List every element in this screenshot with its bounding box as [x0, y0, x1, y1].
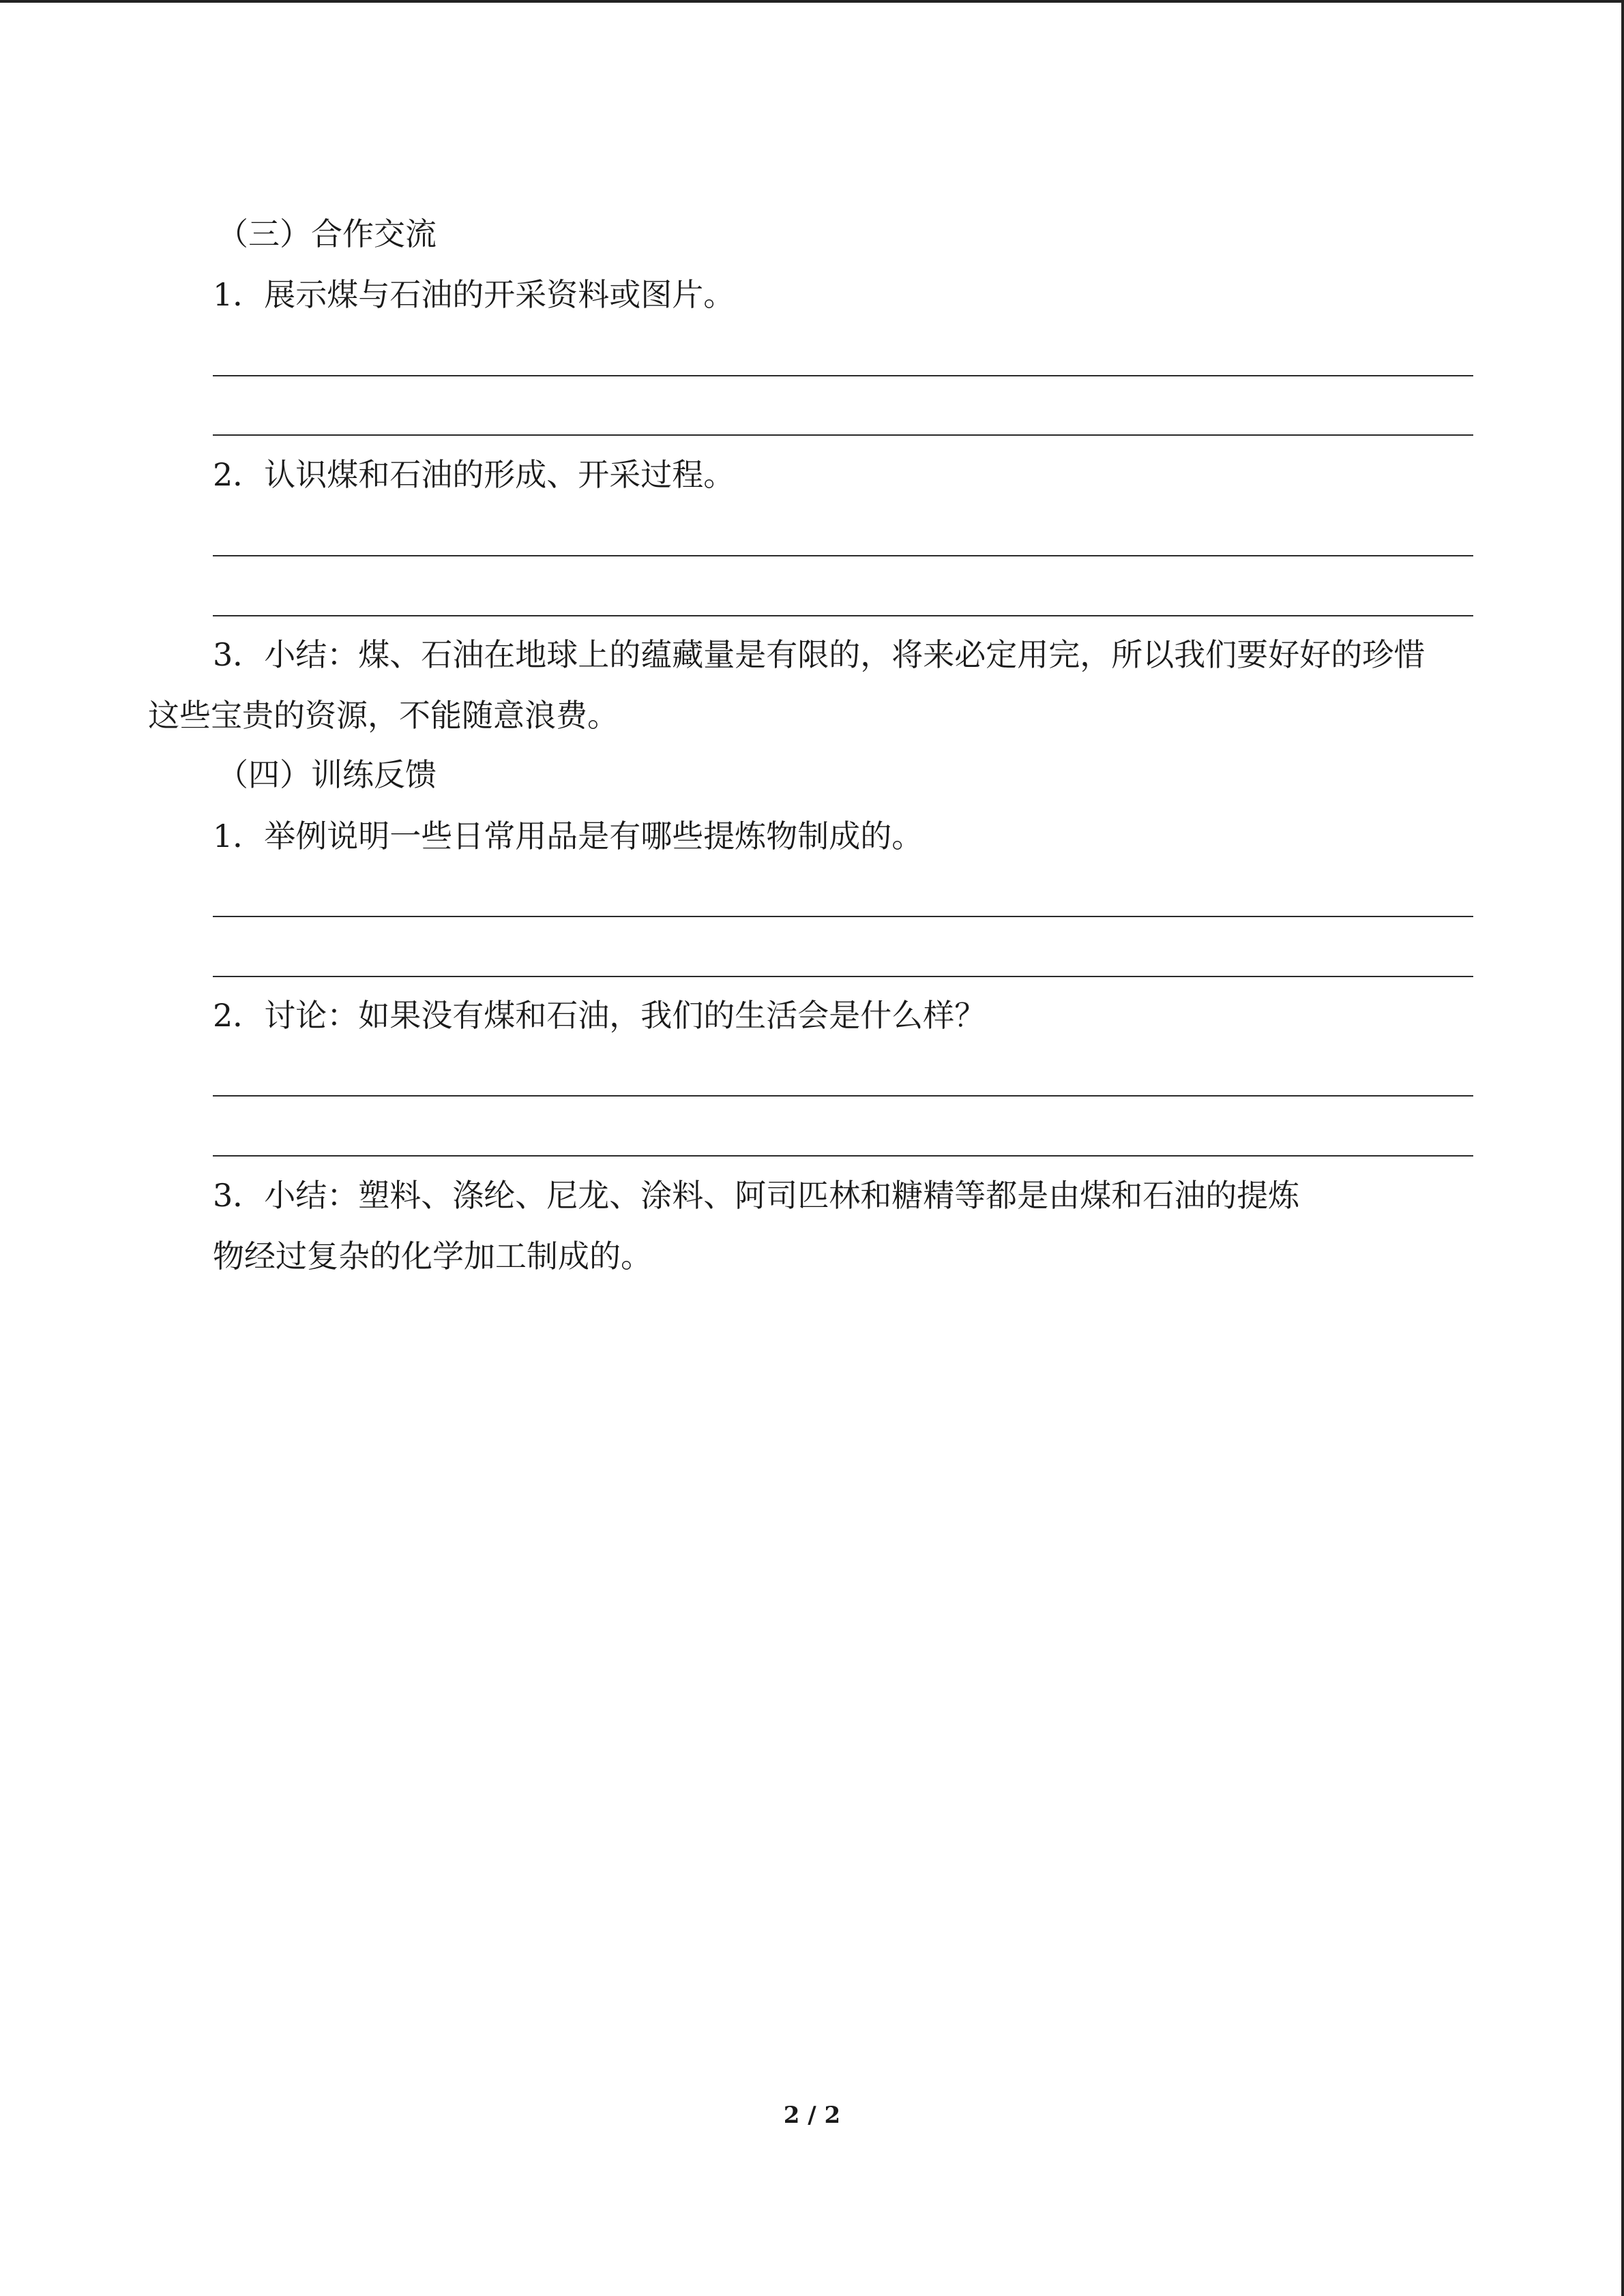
section3-item3-line2: 这些宝贵的资源，不能随意浪费。: [148, 697, 619, 734]
page-border-right: [1621, 0, 1624, 2296]
section4-item3-line1: 3．小结：塑料、涤纶、尼龙、涂料、阿司匹林和糖精等都是由煤和石油的提炼: [213, 1177, 1300, 1214]
answer-line[interactable]: [213, 375, 1473, 376]
answer-line[interactable]: [213, 1095, 1473, 1097]
answer-line[interactable]: [213, 976, 1473, 977]
answer-line[interactable]: [213, 615, 1473, 616]
section4-item2: 2．讨论：如果没有煤和石油，我们的生活会是什么样？: [213, 997, 986, 1034]
section4-item3-line2: 物经过复杂的化学加工制成的。: [213, 1238, 652, 1274]
section3-item3-line1: 3．小结：煤、石油在地球上的蕴藏量是有限的，将来必定用完，所以我们要好好的珍惜: [213, 636, 1426, 673]
answer-line[interactable]: [213, 555, 1473, 556]
section3-item2: 2．认识煤和石油的形成、开采过程。: [213, 456, 735, 493]
page-number: 2 / 2: [783, 2102, 841, 2129]
section3-heading: （三）合作交流: [217, 215, 437, 252]
page-border-top: [0, 0, 1624, 3]
answer-line[interactable]: [213, 1155, 1473, 1157]
section4-item1: 1．举例说明一些日常用品是有哪些提炼物制成的。: [213, 818, 924, 854]
section4-heading: （四）训练反馈: [217, 756, 437, 793]
section3-item1: 1．展示煤与石油的开采资料或图片。: [213, 276, 735, 313]
answer-line[interactable]: [213, 434, 1473, 436]
answer-line[interactable]: [213, 916, 1473, 917]
